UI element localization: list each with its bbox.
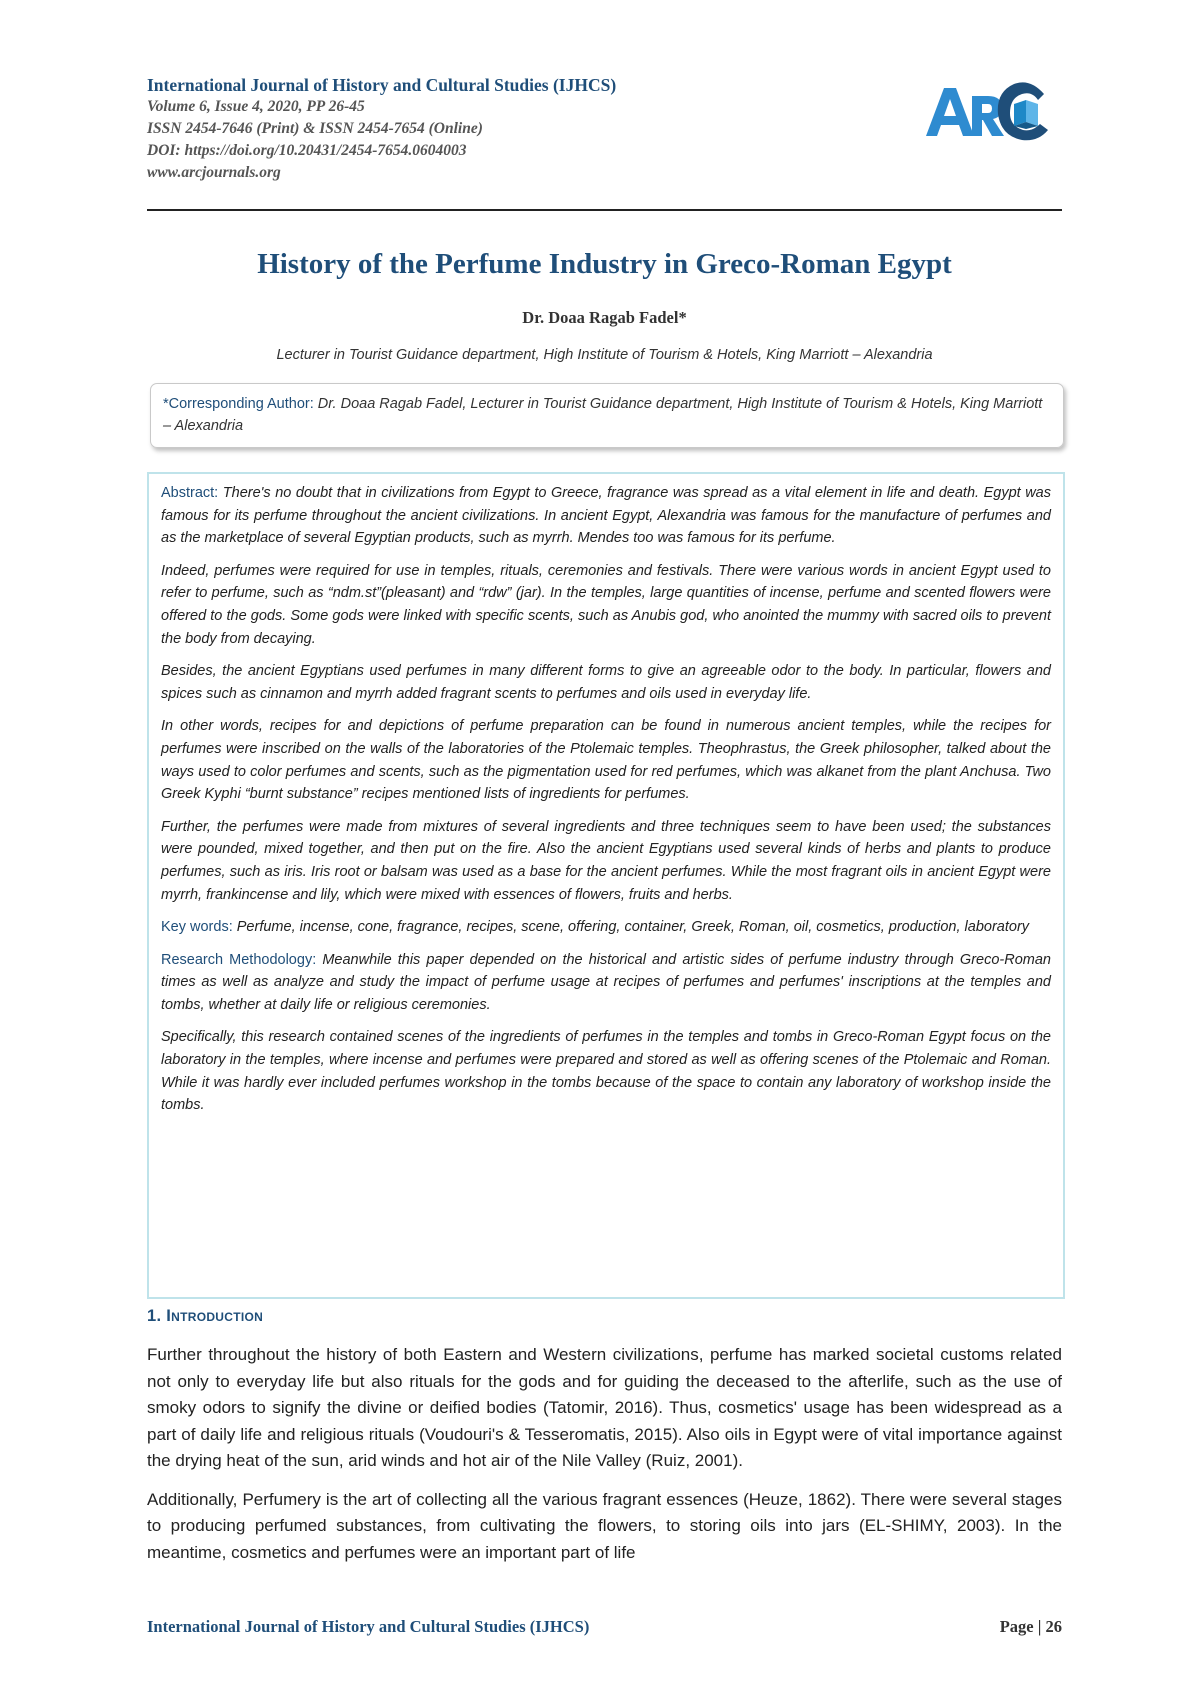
intro-paragraph-2: Additionally, Perfumery is the art of collecting all the various fragrant essences (Heuze, 1862). There were several stages to producing perfumed substances, from cultivating the flowers, to storing oils into jars (EL-SHIMY, 2003). In the meantime, cosmetics and perfumes were an important part of life [147,1489,1062,1562]
footer-page-number: Page | 26 [999,1617,1062,1636]
abstract-paragraph-1 [161,482,1051,550]
intro-paragraph-1: Further throughout the history of both Eastern and Western civilizations, perfume has marked societal customs related not only to everyday life but also rituals for the gods and for guiding the deceased to the afterlife, such as the use of smoky odors to signify the divine or deified bodies (Tatomir, 2016). Thus, cosmetics' usage has been widespread as a part of daily life and religious rituals (Voudouri's & Tesseromatis, 2015). Also oils in Egypt were of vital importance against the drying heat of the sun, arid winds and hot air of the Nile Valley (Ruiz, 2001). [147,1345,1062,1470]
abstract-paragraph-4: In other words, recipes for and depictions of perfume preparation can be found in numerous ancient temples, while the recipes for perfumes were inscribed on the walls of the laboratories of the Ptolemaic temples. Theophrastus, the Greek philosopher, talked about the ways used to color perfumes and scents, such as the pigmentation used for red perfumes, which was alkanet from the plant Anchusa. Two Greek Kyphi “burnt substance” recipes mentioned lists of ingredients for perfumes. [161,718,1051,803]
abstract-label: Abstract: [161,485,219,501]
abstract-paragraph-3: Besides, the ancient Egyptians used perfumes in many different forms to give an agreeable odor to the body. In particular, flowers and spices such as cinnamon and myrrh added fragrant scents to perfumes and oils used in everyday life. [161,663,1051,702]
keywords-paragraph [161,916,1051,939]
issn-info: ISSN 2454-7646 (Print) & ISSN 2454-7654 (Online) [147,120,483,137]
methodology-text: Meanwhile this paper depended on the historical and artistic sides of perfume industry through Greco-Roman times as well as analyze and study the impact of perfume usage at recipes of perfumes and perfumes' inscriptions at the temples and tombs, whether at daily life or religious ceremonies. [161,951,1051,1013]
abstract-box [147,472,1065,1299]
keywords-label: Key words: [161,919,233,936]
website-link[interactable]: www.arcjournals.org [147,164,281,181]
footer-journal-name: International Journal of History and Cultural Studies (IJHCS) [147,1617,590,1636]
volume-info: Volume 6, Issue 4, 2020, PP 26-45 [147,98,365,115]
doi-link[interactable]: DOI: https://doi.org/10.20431/2454-7654.0604003 [147,142,467,159]
abstract-text-1: There's no doubt that in civilizations from Egypt to Greece, fragrance was spread as a vital element in life and death. Egypt was famous for its perfume throughout the ancient civilizations. In ancient Egypt, Alexandria was famous for the manufacture of perfumes and as the marketplace of several Egyptian products, such as myrrh. Mendes too was famous for its perfume. [161,485,1051,547]
arc-logo [922,74,1057,156]
abstract-paragraph-6: Specifically, this research contained scenes of the ingredients of perfumes in the temples and tombs in Greco-Roman Egypt focus on the laboratory in the temples, where incense and perfumes were prepared and stored as well as offering scenes of the Ptolemaic and Roman. While it was hardly ever included perfumes workshop in the tombs because of the space to contain any laboratory of workshop inside the tombs. [161,1029,1051,1114]
methodology-paragraph [161,949,1051,1017]
journal-header [147,74,907,184]
methodology-label: Research Methodology: [161,951,317,968]
introduction-body [147,1342,1062,1578]
abstract-paragraph-5: Further, the perfumes were made from mixtures of several ingredients and three techniques seem to have been used; the substances were pounded, mixed together, and then put on the fire. Also the ancient Egyptians used several kinds of herbs and plants to produce perfumes, such as iris. Iris root or balsam was used as a base for the ancient perfumes. While the most fragrant oils in ancient Egypt were myrrh, frankincense and lily, which were mixed with essences of flowers, fruits and herbs. [161,818,1051,903]
author-name: Dr. Doaa Ragab Fadel* [522,308,687,327]
author-affiliation: Lecturer in Tourist Guidance department, High Institute of Tourism & Hotels, King Marriott – Alexandria [276,347,933,363]
journal-name: International Journal of History and Cultural Studies (IJHCS) [147,75,617,95]
corresponding-label: *Corresponding Author: [163,396,314,412]
corresponding-author-box [150,383,1064,448]
paper-title: History of the Perfume Industry in Greco-Roman Egypt [257,248,952,280]
keywords-text: Perfume, incense, cone, fragrance, recipes, scene, offering, container, Greek, Roman, oil, cosmetics, production, laboratory [232,919,1030,936]
corresponding-text: Dr. Doaa Ragab Fadel, Lecturer in Tourist Guidance department, High Institute of Tourism & Hotels, King Marriott – Alexandria [163,396,1043,434]
header-divider [147,209,1062,211]
section-heading-introduction: 1. Introduction [147,1307,264,1325]
abstract-paragraph-2: Indeed, perfumes were required for use in temples, rituals, ceremonies and festivals. There were various words in ancient Egypt used to refer to perfume, such as “ndm.st”(pleasant) and “rdw” (jar). In the temples, large quantities of incense, perfume and scented flowers were offered to the gods. Some gods were linked with specific scents, such as Anubis god, who anointed the mummy with sacred oils to prevent the body from decaying. [161,562,1051,647]
